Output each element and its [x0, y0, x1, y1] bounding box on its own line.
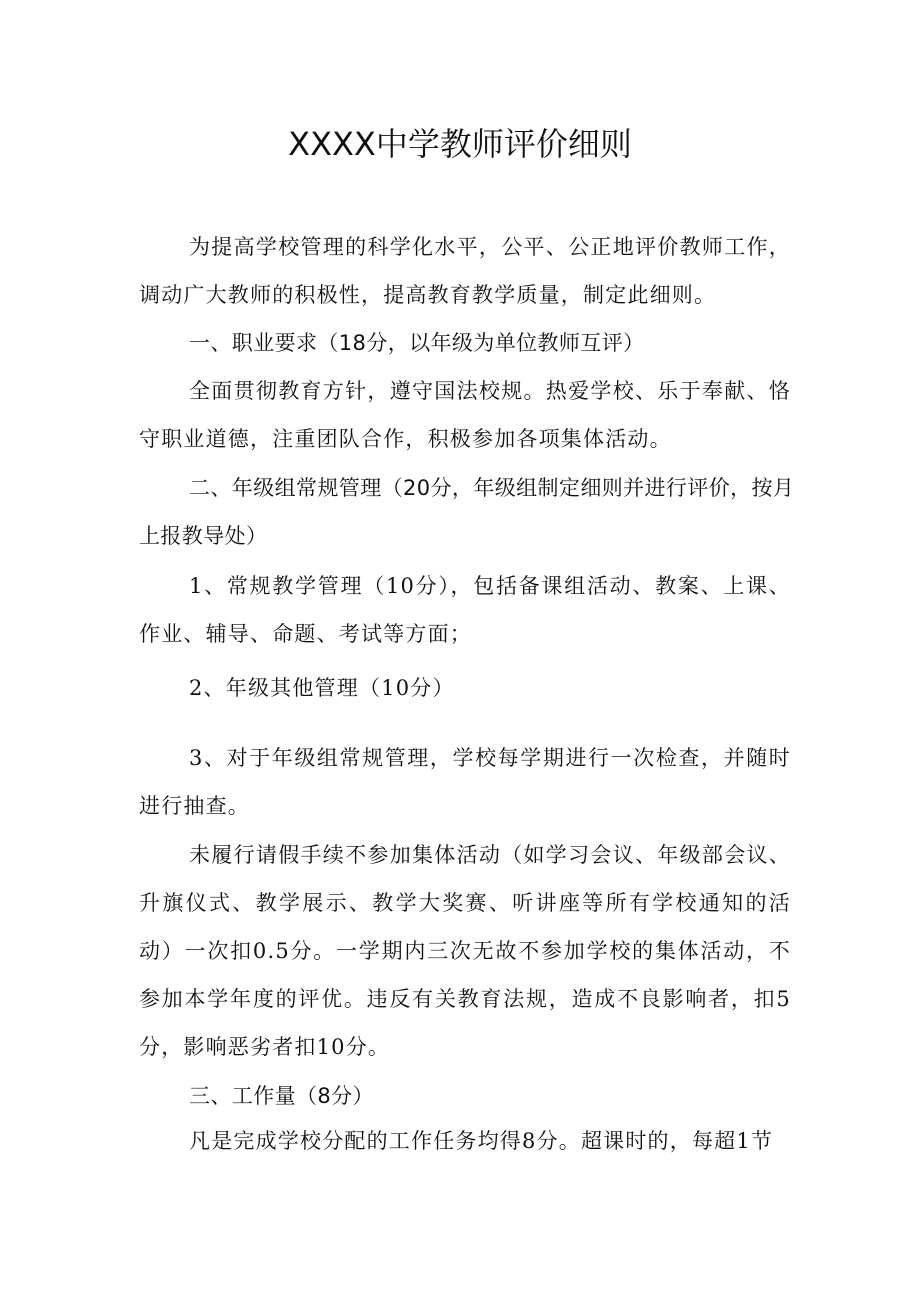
- section-2-item-2: 2、年级其他管理（10分）: [189, 676, 455, 700]
- section-3-heading: 三、工作量（8分）: [189, 1084, 374, 1108]
- section-2-item-1: 1、常规教学管理（10分），包括备课组活动、教案、上课、作业、辅导、命题、考试等方面；: [139, 574, 791, 646]
- section-1-heading: 一、职业要求（18分，以年级为单位教师互评）: [189, 331, 645, 355]
- section-2-heading: 二、年级组常规管理（20分，年级组制定细则并进行评价，按月上报教导处）: [139, 476, 795, 548]
- intro-paragraph: 为提高学校管理的科学化水平，公平、公正地评价教师工作，调动广大教师的积极性，提高教育教学质量，制定此细则。: [139, 235, 791, 307]
- document-title: XXXX中学教师评价细则: [288, 125, 632, 163]
- section-3-body: 凡是完成学校分配的工作任务均得8分。超课时的，每超1节: [189, 1129, 774, 1153]
- section-2-rules: 未履行请假手续不参加集体活动（如学习会议、年级部会议、升旗仪式、教学展示、教学大奖赛、听讲座等所有学校通知的活动）一次扣0.5分。一学期内三次无故不参加学校的集体活动，不参加本学年度的评优。违反有关教育法规，造成不良影响者，扣5分，影响恶劣者扣10分。: [139, 843, 791, 1059]
- section-2-item-3: 3、对于年级组常规管理，学校每学期进行一次检查，并随时进行抽查。: [139, 746, 791, 818]
- section-1-body: 全面贯彻教育方针，遵守国法校规。热爱学校、乐于奉献、恪守职业道德，注重团队合作，积极参加各项集体活动。: [139, 379, 791, 451]
